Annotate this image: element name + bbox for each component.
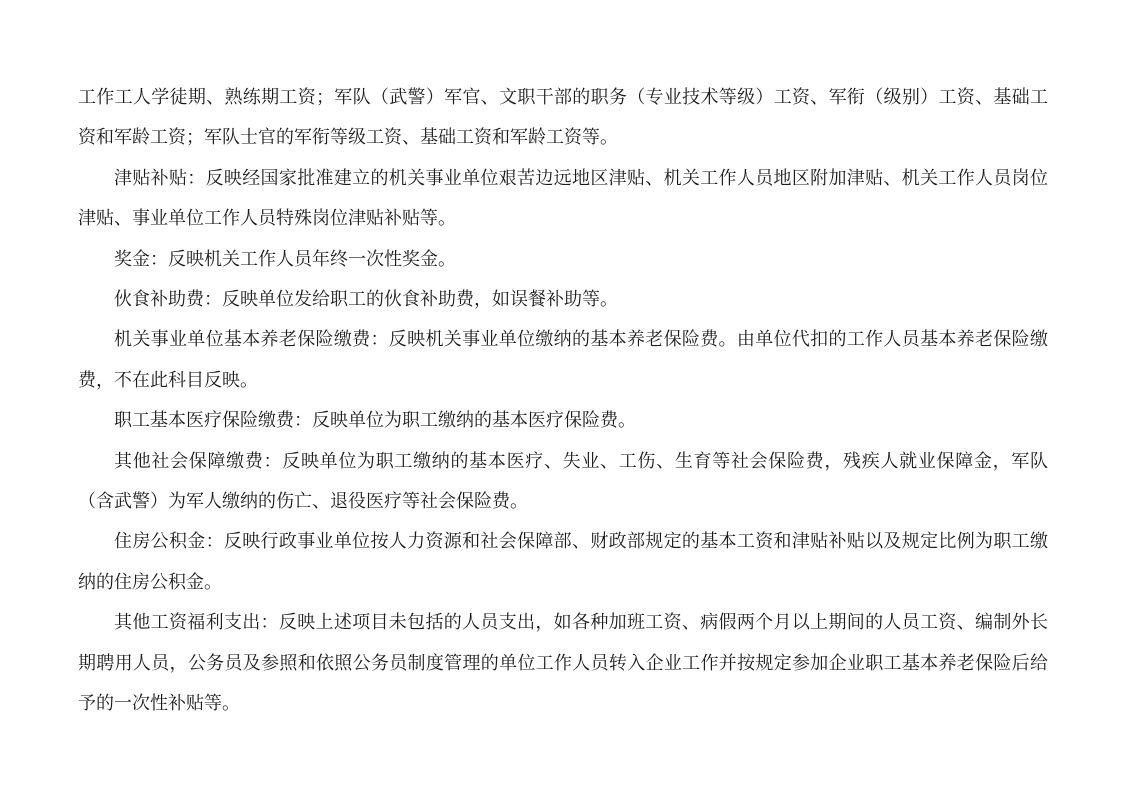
paragraph-housing-fund: 住房公积金：反映行政事业单位按人力资源和社会保障部、财政部规定的基本工资和津贴补贴以及规定比例为职工缴纳的住房公积金。 — [78, 531, 1048, 593]
paragraph-other-welfare: 其他工资福利支出：反映上述项目未包括的人员支出，如各种加班工资、病假两个月以上期间的人员工资、编制外长期聘用人员，公务员及参照和依照公务员制度管理的单位工作人员转入企业工作并按规定参加企业职工基本养老保险后给予的一次性补贴等。 — [78, 612, 1048, 715]
paragraph-allowances: 津贴补贴：反映经国家批准建立的机关事业单位艰苦边远地区津贴、机关工作人员地区附加津贴、机关工作人员岗位津贴、事业单位工作人员特殊岗位津贴补贴等。 — [78, 167, 1048, 230]
document-page — [78, 78, 1048, 725]
paragraph-meal-subsidy: 伙食补助费：反映单位发给职工的伙食补助费，如误餐补助等。 — [114, 289, 618, 311]
paragraph-pension-insurance: 机关事业单位基本养老保险缴费：反映机关事业单位缴纳的基本养老保险费。由单位代扣的工作人员基本养老保险缴费，不在此科目反映。 — [78, 329, 1048, 391]
paragraph-medical-insurance: 职工基本医疗保险缴费：反映单位为职工缴纳的基本医疗保险费。 — [114, 410, 636, 432]
paragraph-continuation: 工作工人学徒期、熟练期工资；军队（武警）军官、文职干部的职务（专业技术等级）工资、军衔（级别）工资、基础工资和军龄工资；军队士官的军衔等级工资、基础工资和军龄工资等。 — [78, 87, 1048, 149]
paragraph-other-social-security: 其他社会保障缴费：反映单位为职工缴纳的基本医疗、失业、工伤、生育等社会保险费，残疾人就业保障金，军队（含武警）为军人缴纳的伤亡、退役医疗等社会保险费。 — [78, 450, 1048, 513]
paragraph-bonus: 奖金：反映机关工作人员年终一次性奖金。 — [114, 248, 456, 270]
